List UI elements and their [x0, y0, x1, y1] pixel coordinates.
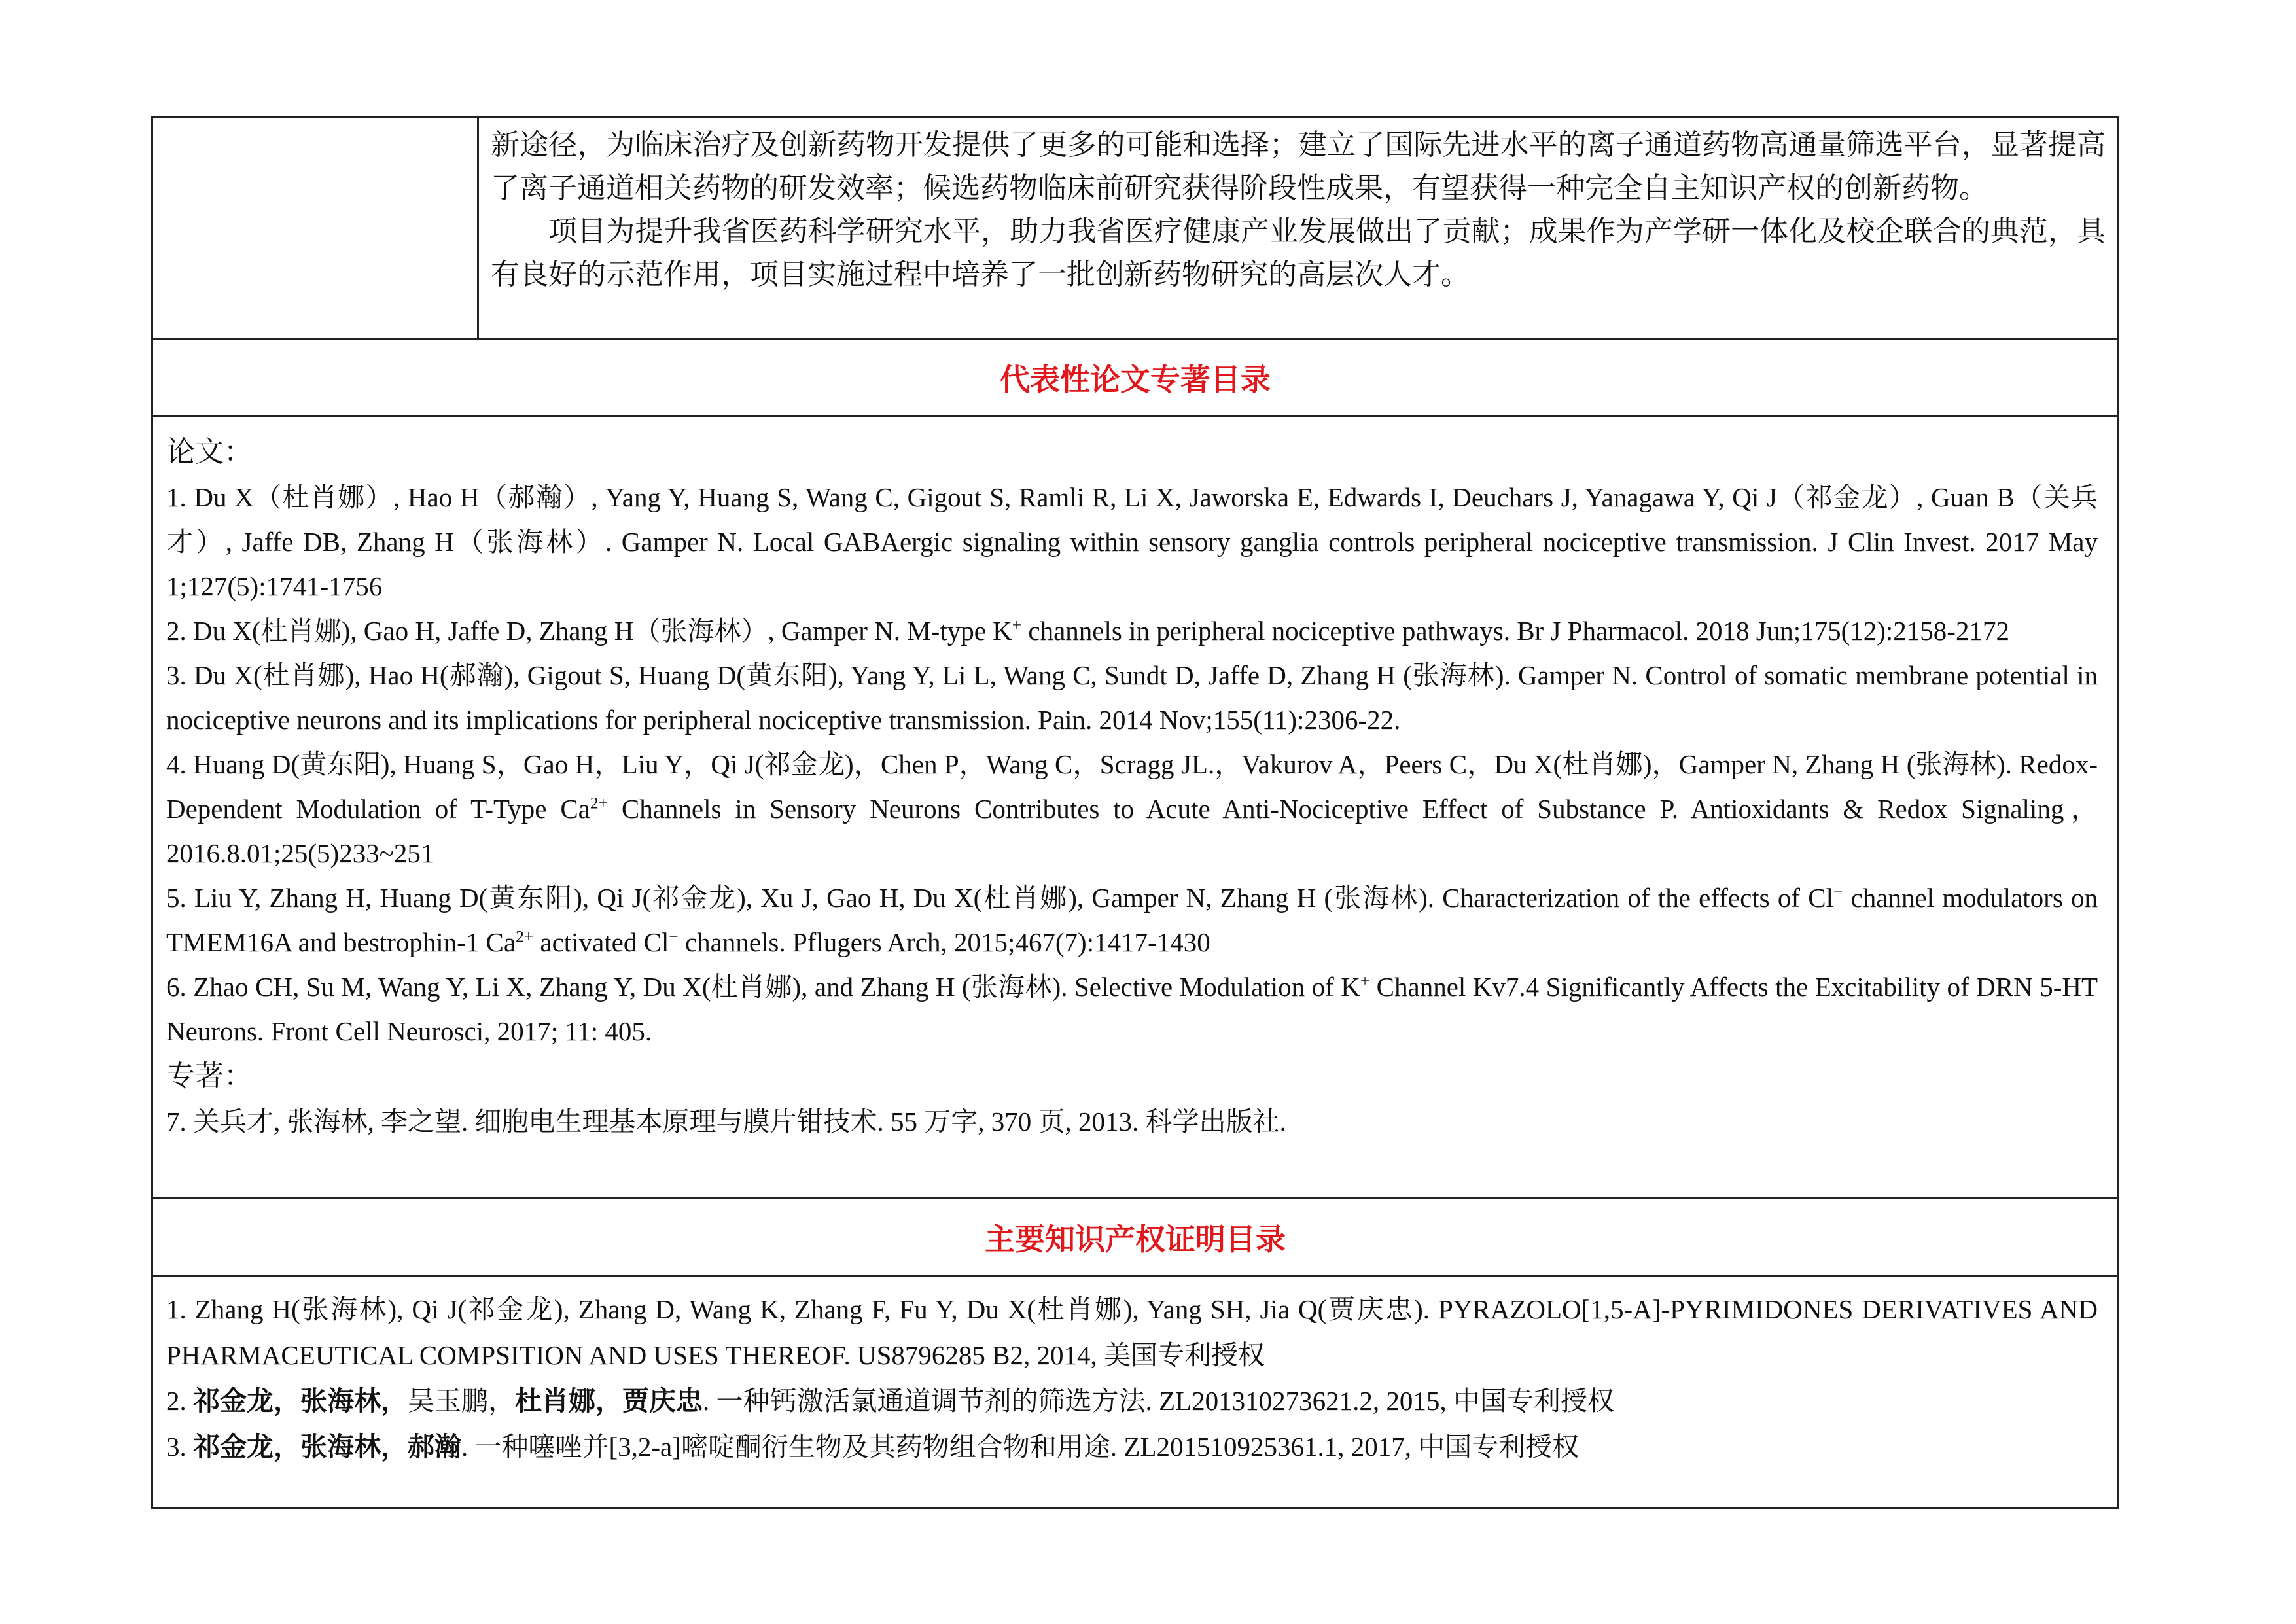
papers-label: 论文：	[166, 436, 253, 468]
project-summary-row	[153, 118, 2117, 340]
ip-item-3-inventors-bold: 祁金龙，张海林，郝瀚	[193, 1432, 461, 1462]
ip-item-2-number: 2.	[166, 1386, 193, 1416]
document-table	[151, 116, 2119, 1509]
papers-section-title: 代表性论文专著目录	[153, 340, 2117, 417]
paper-item-1: 1. Du X（杜肖娜）, Hao H（郝瀚）, Yang Y, Huang S, Wang C, Gigout S, Ramli R, Li X, Jaworska E, Edwards I, Deuchars J, Yanagawa Y, Qi J（祁金龙）, Guan B（关兵才）, Jaffe DB, Zhang H（张海林）. Gamper N. Local GABAergic signaling within sensory ganglia controls peripheral nociceptive transmission. J Clin Invest. 2017 May 1;127(5):1741-1756	[166, 482, 2098, 601]
paper-item-4: 4. Huang D(黄东阳), Huang S，Gao H，Liu Y，Qi J(祁金龙)，Chen P，Wang C，Scragg JL.，Vakurov A，Peers C，Du X(杜肖娜)，Gamper N, Zhang H (张海林). Redox-Dependent Modulation of T-Type $Ca^{2+}$ Channels in Sensory Neurons Contributes to Acute Anti-Nociceptive Effect of Substance P. Antioxidants & Redox Signaling，2016.8.01;25(5)233~251	[166, 749, 2098, 868]
ip-item-2	[166, 1378, 2098, 1424]
paper-item-6: 6. Zhao CH, Su M, Wang Y, Li X, Zhang Y, Du X(杜肖娜), and Zhang H (张海林). Selective Modulation of K+ Channel Kv7.4 Significantly Affects the Excitability of DRN 5-HT Neurons. Front Cell Neurosci, 2017; 11: 405.	[166, 972, 2098, 1046]
ip-item-2-inventor-plain: 吴玉鹏，	[408, 1386, 515, 1416]
ip-item-3-number: 3.	[166, 1432, 193, 1462]
monograph-label: 专著：	[166, 1060, 253, 1092]
ip-item-3-detail: . 一种噻唑并[3,2-a]嘧啶酮衍生物及其药物组合物和用途. ZL201510925361.1, 2017, 中国专利授权	[461, 1432, 1580, 1462]
summary-paragraph-1: 新途径，为临床治疗及创新药物开发提供了更多的可能和选择；建立了国际先进水平的离子通道药物高通量筛选平台，显著提高了离子通道相关药物的研发效率；候选药物临床前研究获得阶段性成果，有望获得一种完全自主知识产权的创新药物。	[491, 128, 2106, 205]
ip-item-2-inventors-bold-2: 杜肖娜，贾庆忠	[515, 1386, 703, 1416]
paper-item-2: 2. Du X(杜肖娜), Gao H, Jaffe D, Zhang H（张海林）, Gamper N. M-type K+ channels in peripheral nociceptive pathways. Br J Pharmacol. 2018 Jun;175(12):2158-2172	[166, 616, 2009, 646]
ip-section-title: 主要知识产权证明目录	[153, 1199, 2117, 1277]
empty-label-cell	[153, 118, 479, 338]
project-summary-cell	[479, 118, 2117, 338]
ip-item-1: 1. Zhang H(张海林), Qi J(祁金龙), Zhang D, Wang K, Zhang F, Fu Y, Du X(杜肖娜), Yang SH, Jia Q(贾庆忠). PYRAZOLO[1,5-A]-PYRIMIDONES DERIVATIVES AND PHARMACEUTICAL COMPSITION AND USES THEREOF. US8796285 B2, 2014, 美国专利授权	[166, 1294, 2098, 1370]
ip-list	[153, 1277, 2117, 1509]
paper-item-5: 5. Liu Y, Zhang H, Huang D(黄东阳), Qi J(祁金龙), Xu J, Gao H, Du X(杜肖娜), Gamper N, Zhang H (张海林). Characterization of the effects of Cl− channel modulators on TMEM16A and bestrophin-1 $Ca^{2+}$ activated Cl− channels. Pflugers Arch, 2015;467(7):1417-1430	[166, 883, 2098, 957]
ip-item-2-detail: . 一种钙激活氯通道调节剂的筛选方法. ZL201310273621.2, 2015, 中国专利授权	[703, 1386, 1614, 1416]
summary-paragraph-2: 项目为提升我省医药科学研究水平，助力我省医疗健康产业发展做出了贡献；成果作为产学研一体化及校企联合的典范，具有良好的示范作用，项目实施过程中培养了一批创新药物研究的高层次人才。	[491, 215, 2106, 291]
monograph-item: 7. 关兵才, 张海林, 李之望. 细胞电生理基本原理与膜片钳技术. 55 万字, 370 页, 2013. 科学出版社.	[166, 1106, 1286, 1137]
papers-list	[153, 417, 2117, 1199]
ip-item-3	[166, 1424, 2098, 1470]
ip-item-2-inventors-bold: 祁金龙，张海林，	[193, 1386, 408, 1416]
paper-item-3: 3. Du X(杜肖娜), Hao H(郝瀚), Gigout S, Huang D(黄东阳), Yang Y, Li L, Wang C, Sundt D, Jaffe D, Zhang H (张海林). Gamper N. Control of somatic membrane potential in nociceptive neurons and its implications for peripheral nociceptive transmission. Pain. 2014 Nov;155(11):2306-22.	[166, 660, 2098, 735]
